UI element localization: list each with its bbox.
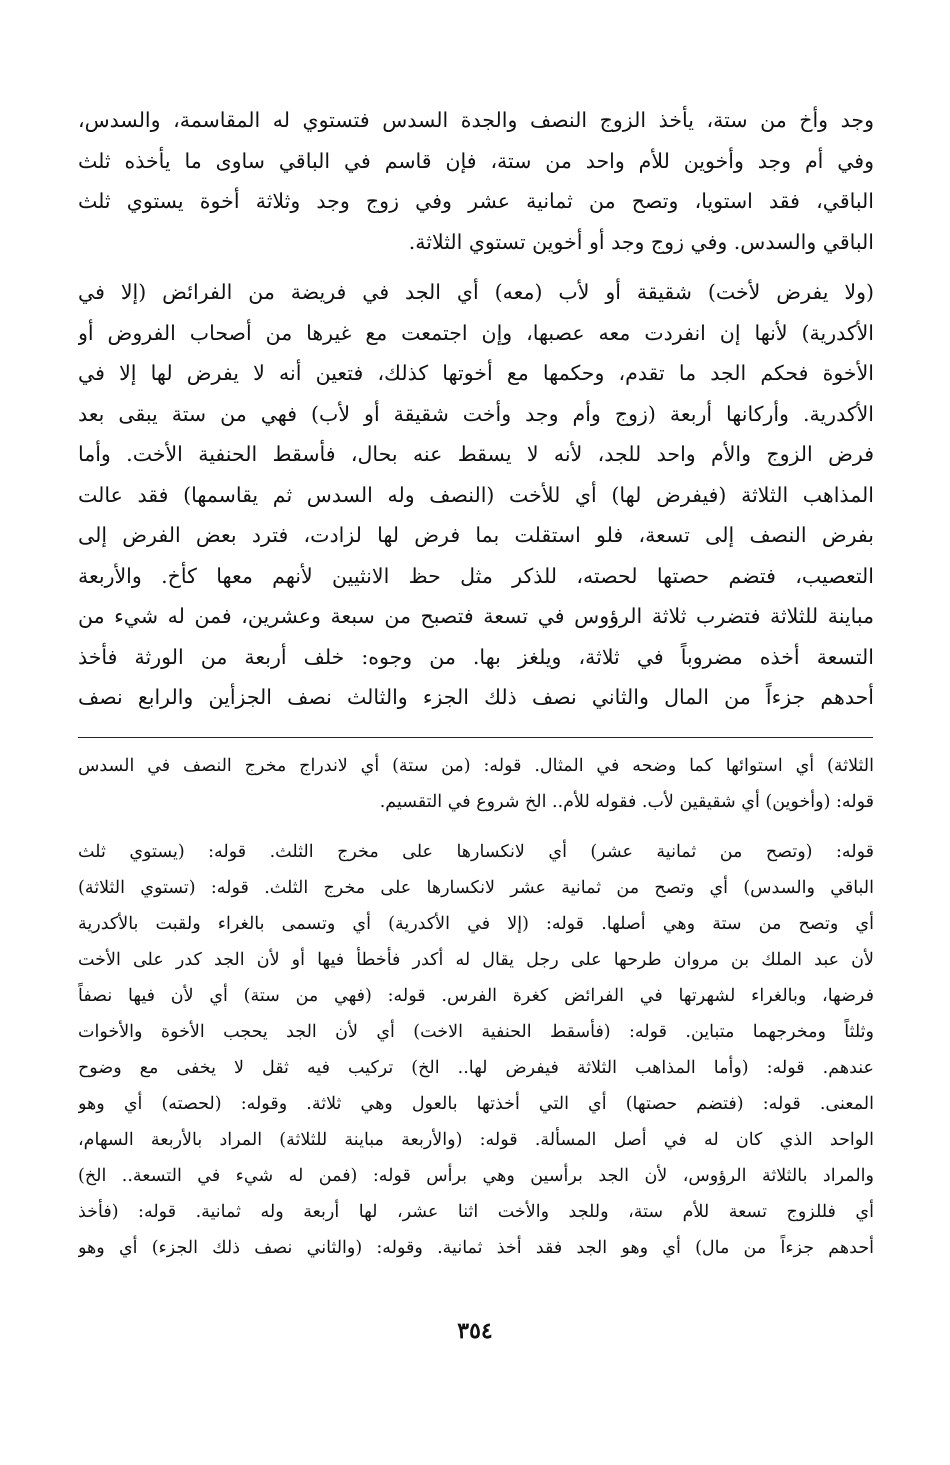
main-paragraph-1 xyxy=(78,100,874,262)
text-line: وجد وأخ من ستة، يأخذ الزوج النصف والجدة السدس فتستوي له المقاسمة، والسدس، xyxy=(78,108,874,132)
footnote-divider xyxy=(78,737,873,738)
footnote-line: والمراد بالثلاثة الرؤوس، لأن الجد برأسين وهي برأس قوله: (فمن له شيء في التسعة.. الخ) xyxy=(78,1166,874,1186)
text-line: فرض الزوج والأم واحد للجد، لأنه لا يسقط عنه بحال، فأسقط الحنفية الأخت. وأما xyxy=(78,442,874,466)
footnote-line: أي وتصح من ستة وهي أصلها. قوله: (إلا في الأكدرية) أي وتسمى بالغراء ولقبت بالأكدرية xyxy=(78,914,874,934)
main-text xyxy=(78,100,874,718)
footnote-line: الواحد الذي كان له في أصل المسألة. قوله: (والأربعة مباينة للثلاثة) المراد بالأربعة السهام، xyxy=(78,1130,874,1150)
text-line: الأخوة فحكم الجد ما تقدم، وحكمها مع أخوتها كذلك، فتعين أنه لا يفرض لها إلا في xyxy=(78,361,874,385)
footnote-line: قوله: (وأخوين) أي شقيقين لأب. فقوله للأم.. الخ شروع في التقسيم. xyxy=(379,792,874,812)
footnote-line: الثلاثة) أي استوائها كما وضحه في المثال. قوله: (من ستة) أي لاندراج مخرج النصف في السدس xyxy=(78,756,874,776)
footnote-block-2 xyxy=(78,834,874,1266)
text-line: الأكدرية) لأنها إن انفردت معه عصبها، وإن اجتمعت مع غيرها من أصحاب الفروض أو xyxy=(78,320,874,345)
text-line: مباينة للثلاثة فتضرب ثلاثة الرؤوس في تسعة فتصبح من سبعة وعشرين، فمن له شيء من xyxy=(78,604,874,628)
footnote-block-1 xyxy=(78,748,874,820)
footnote-line: لأن عبد الملك بن مروان طرحها على رجل يقال له أكدر فأخطأ فيها أو لأن الجد كدر على الأخت xyxy=(78,950,874,970)
text-line: أحدهم جزءاً من المال والثاني نصف ذلك الجزء والثالث نصف الجزأين والرابع نصف xyxy=(78,685,874,709)
text-line: الأكدرية. وأركانها أربعة (زوج وأم وجد وأخت شقيقة أو لأب) فهي من ستة يبقى بعد xyxy=(78,401,874,426)
paragraph-gap xyxy=(78,262,874,272)
text-line: وفي أم وجد وأخوين للأم واحد من ستة، فإن قاسم في الباقي ساوى ما يأخذه ثلث xyxy=(78,148,874,173)
text-line: التعصيب، فتضم حصتها لحصته، للذكر مثل حظ الانثيين لأنهم معها كأخ. والأربعة xyxy=(78,563,874,588)
footnote-line: قوله: (وتصح من ثمانية عشر) أي لانكسارها على مخرج الثلث. قوله: (يستوي ثلث xyxy=(78,842,874,862)
footnote-line: فرضها، وبالغراء لشهرتها في الفرائض كغرة الفرس. قوله: (فهي من ستة) أي لأن فيها نصفاً xyxy=(78,986,874,1006)
footnote-line: المعنى. قوله: (فتضم حصتها) أي التي أخذتها بالعول وهي ثلاثة. وقوله: (لحصته) أي وهو xyxy=(78,1094,874,1114)
paragraph-gap xyxy=(78,820,874,834)
footnote-line: أحدهم جزءاً من مال) أي وهو الجد فقد أخذ ثمانية. وقوله: (والثاني نصف ذلك الجزء) أي وهو xyxy=(78,1238,874,1258)
footnote-line: عندهم. قوله: (وأما المذاهب الثلاثة فيفرض لها.. الخ) تركيب فيه ثقل لا يخفى مع وضوح xyxy=(78,1058,874,1078)
text-line: الباقي والسدس. وفي زوج وجد أو أخوين تستوي الثلاثة. xyxy=(408,229,874,254)
main-paragraph-2 xyxy=(78,272,874,718)
text-line: بفرض النصف إلى تسعة، فلو استقلت بما فرض لها لزادت، فترد بعض الفرض إلى xyxy=(78,523,874,547)
footnote-line: أي فللزوج تسعة للأم ستة، وللجد والأخت اثنا عشر، لها أربعة وله ثمانية. قوله: (فأخذ xyxy=(78,1202,874,1222)
text-line: (ولا يفرض لأخت) شقيقة أو لأب (معه) أي الجد في فريضة من الفرائض (إلا في xyxy=(78,280,874,304)
footnotes xyxy=(78,748,874,1266)
text-line: الباقي، فقد استويا، وتصح من ثمانية عشر وفي زوج وجد وثلاثة أخوة يستوي ثلث xyxy=(78,189,874,213)
footnote-line: الباقي والسدس) أي وتصح من ثمانية عشر لانكسارها على مخرج الثلث. قوله: (تستوي الثلاثة) xyxy=(78,878,874,898)
footnote-line: وثلثاً ومخرجهما متباين. قوله: (فأسقط الحنفية الاخت) أي لأن الجد يحجب الأخوة والأخوات xyxy=(78,1022,874,1042)
page-number: ٣٥٤ xyxy=(457,1318,493,1344)
text-line: التسعة أخذه مضروباً في ثلاثة، ويلغز بها. من وجوه: خلف أربعة من الورثة فأخذ xyxy=(78,644,874,669)
text-line: المذاهب الثلاثة (فيفرض لها) أي للأخت (النصف وله السدس ثم يقاسمها) فقد عالت xyxy=(78,482,874,507)
